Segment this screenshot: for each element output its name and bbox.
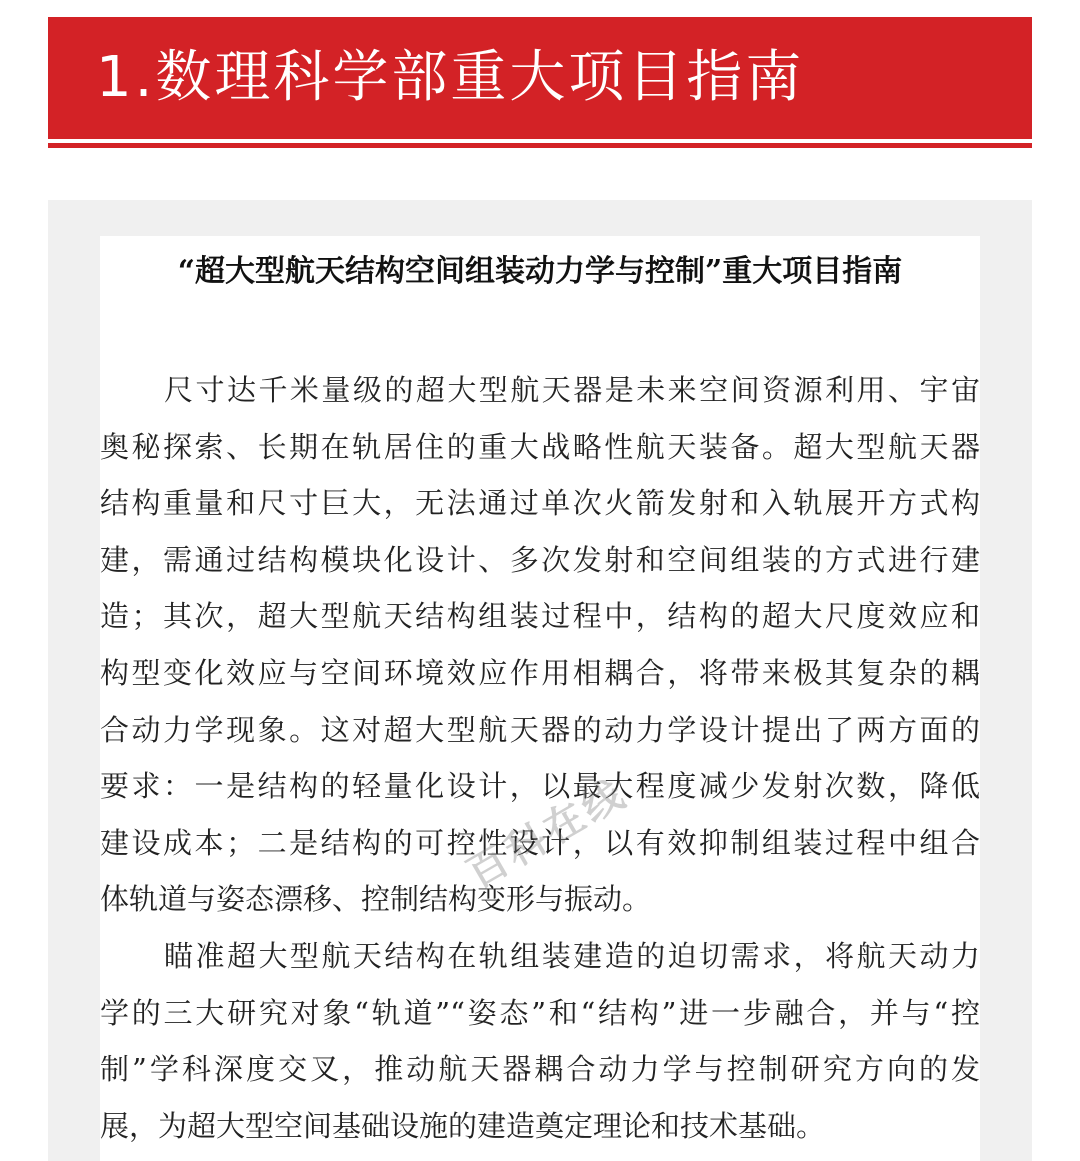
paragraph-line: 合动力学现象。这对超大型航天器的动力学设计提出了两方面的 xyxy=(100,712,980,747)
paragraph-line: 奥秘探索、长期在轨居住的重大战略性航天装备。超大型航天器 xyxy=(100,429,980,464)
paragraph-line: 体轨道与姿态漂移、控制结构变形与振动。 xyxy=(100,882,652,917)
paragraph-line: 制”学科深度交叉，推动航天器耦合动力学与控制研究方向的发 xyxy=(100,1052,980,1087)
paragraph-line: 造；其次，超大型航天结构组装过程中，结构的超大尺度效应和 xyxy=(100,599,980,634)
paragraph-line: 结构重量和尺寸巨大，无法通过单次火箭发射和入轨展开方式构 xyxy=(100,486,980,521)
paragraph-line: 构型变化效应与空间环境效应作用相耦合，将带来极其复杂的耦 xyxy=(100,655,980,690)
document-page xyxy=(100,236,980,1161)
paragraph-2 xyxy=(100,928,980,1154)
paragraph-line: 瞄准超大型航天结构在轨组装建造的迫切需求，将航天动力 xyxy=(164,939,980,973)
paragraph-line: 尺寸达千米量级的超大型航天器是未来空间资源利用、宇宙 xyxy=(164,373,980,407)
banner-underline xyxy=(48,143,1032,148)
section-title: 1.数理科学部重大项目指南 xyxy=(96,45,805,110)
paragraph-line: 学的三大研究对象“轨道”“姿态”和“结构”进一步融合，并与“控 xyxy=(100,995,980,1030)
document-title: “超大型航天结构空间组装动力学与控制”重大项目指南 xyxy=(177,254,903,289)
paragraph-line: 要求：一是结构的轻量化设计，以最大程度减少发射次数，降低 xyxy=(100,769,980,804)
paragraph-line: 展，为超大型空间基础设施的建造奠定理论和技术基础。 xyxy=(100,1108,826,1143)
paragraph-line: 建，需通过结构模块化设计、多次发射和空间组装的方式进行建 xyxy=(100,542,980,577)
watermark: 百科在线 xyxy=(459,769,635,898)
section-banner xyxy=(48,17,1032,139)
paragraph-line: 建设成本；二是结构的可控性设计，以有效抑制组装过程中组合 xyxy=(100,825,980,860)
